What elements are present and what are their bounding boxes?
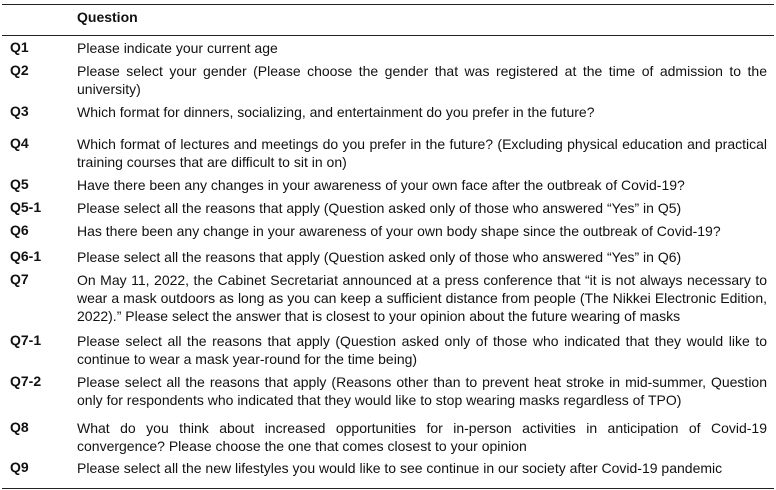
question-id: Q7-1 — [10, 332, 42, 348]
question-id: Q4 — [10, 135, 29, 151]
header-question: Question — [77, 9, 138, 25]
table-header — [2, 5, 774, 36]
question-text: What do you think about increased opportunities for in-person activities in anticipation of Covid-19 convergence? Please choose the one that comes closest to your opinion — [77, 420, 767, 454]
question-id: Q9 — [10, 459, 29, 475]
question-id: Q1 — [10, 39, 29, 55]
question-text: Please select your gender (Please choose the gender that was registered at the time of admission to the university) — [77, 63, 767, 97]
question-text: Which format for dinners, socializing, and entertainment do you prefer in the future? — [77, 104, 595, 120]
question-text: Please select all the reasons that apply (Question asked only of those who answered “Yes” in Q5) — [77, 200, 682, 216]
question-text: Please select all the reasons that apply (Reasons other than to prevent heat stroke in mid-summer, Question only for respondents who indicated that they would like to stop wearing masks regardless of TPO) — [77, 374, 767, 408]
question-id: Q2 — [10, 62, 29, 78]
question-id: Q5-1 — [10, 199, 42, 215]
question-text: Please select all the reasons that apply (Question asked only of those who indicated that they would like to continue to wear a mask year-round for the time being) — [77, 333, 767, 367]
question-id: Q7 — [10, 271, 29, 287]
question-text: Which format of lectures and meetings do you prefer in the future? (Excluding physical education and practical training courses that are difficult to sit in on) — [77, 136, 767, 170]
questions-table — [2, 4, 774, 489]
question-text: On May 11, 2022, the Cabinet Secretariat announced at a press conference that “it is not always necessary to wear a mask outdoors as long as you can keep a sufficient distance from people (The Nikkei Electronic Edition, 2022).” Please select the answer that is closest to your opinion about the future wearing of masks — [77, 272, 767, 324]
question-text: Please indicate your current age — [77, 40, 278, 56]
question-text: Have there been any changes in your awareness of your own face after the outbreak of Covid-19? — [77, 177, 685, 193]
question-text: Please select all the reasons that apply (Question asked only of those who answered “Yes” in Q6) — [77, 249, 682, 265]
question-id: Q7-2 — [10, 373, 42, 389]
question-id: Q3 — [10, 103, 29, 119]
question-id: Q6 — [10, 222, 29, 238]
question-text: Please select all the new lifestyles you would like to see continue in our society after Covid-19 pandemic — [77, 460, 723, 476]
question-id: Q5 — [10, 176, 29, 192]
question-text: Has there been any change in your awareness of your own body shape since the outbreak of Covid-19? — [77, 223, 721, 239]
question-id: Q6-1 — [10, 248, 42, 264]
question-id: Q8 — [10, 419, 29, 435]
